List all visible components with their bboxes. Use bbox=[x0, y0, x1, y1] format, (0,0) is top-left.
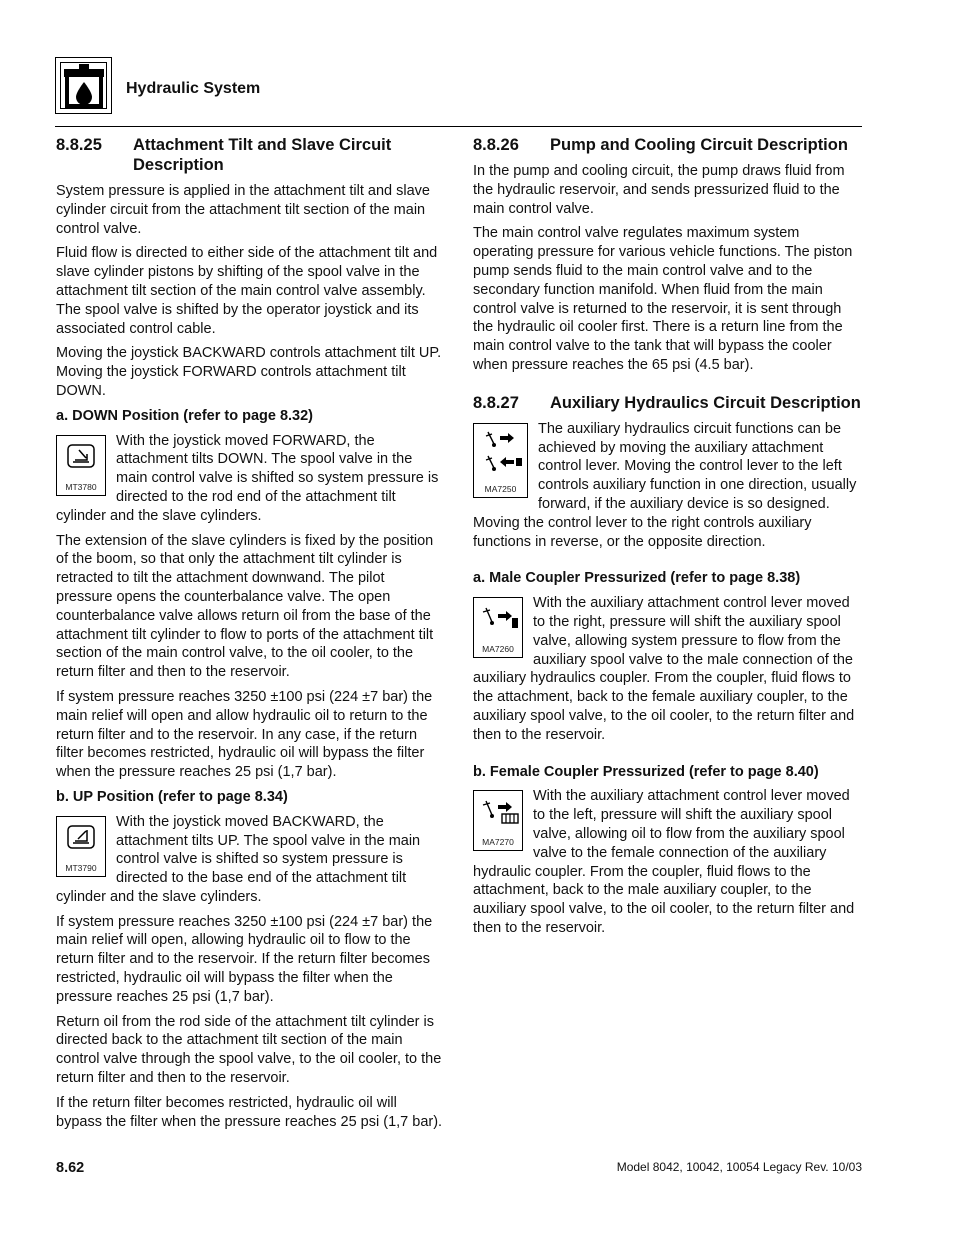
section-title: Auxiliary Hydraulics Circuit Description bbox=[550, 393, 861, 412]
paragraph: In the pump and cooling circuit, the pump draws fluid from the hydraulic reservoir, and sends pressurized fluid to the main control valve. bbox=[473, 163, 845, 217]
paragraph: The main control valve regulates maximum system operating pressure for various vehicle functions. The piston pump sends fluid to the main control valve and to the secondary function manifold. When fluid from the main control valve is returned to the reservoir, it is sent through the hydraulic oil cooler first. There is a return line from the main control valve to the tank that will bypass the cooler when pressure reaches the 65 psi (4.5 bar). bbox=[473, 225, 853, 373]
section-heading-8-8-26 bbox=[473, 135, 862, 155]
subheading-up-position: b. UP Position (refer to page 8.34) bbox=[56, 788, 288, 805]
paragraph: With the auxiliary attachment control lever moved to the right, pressure will shift the auxiliary spool valve, allowing system pressure to flow from the auxiliary spool valve to the male connection of the auxiliary hydraulics coupler. From the coupler, fluid flows to the attachment, back to the female auxiliary coupler, to the auxiliary spool valve, to the oil cooler, to the return filter and then to the reservoir. bbox=[473, 595, 855, 743]
paragraph: With the joystick moved BACKWARD, the attachment tilts UP. The spool valve in the main control valve is shifted so system pressure is directed to the base end of the attachment tilt cylinder and the slave cylinders. bbox=[56, 813, 421, 905]
section-number: 8.8.25 bbox=[56, 136, 102, 154]
joystick-backward-icon bbox=[56, 816, 106, 877]
icon-code: MT3790 bbox=[65, 862, 97, 873]
section-heading-8-8-27 bbox=[473, 393, 862, 413]
model-revision: Model 8042, 10042, 10054 Legacy Rev. 10/03 bbox=[616, 1160, 862, 1174]
hydraulic-system-logo-icon bbox=[55, 57, 112, 114]
paragraph: If the return filter becomes restricted, hydraulic oil will bypass the filter when the pressure reaches 25 psi (1,7 bar). bbox=[56, 1094, 443, 1130]
paragraph: Return oil from the rod side of the attachment tilt cylinder is directed back to the attachment tilt section of the main control valve through the spool valve, to the oil cooler, to the return filter and then to the reservoir. bbox=[56, 1013, 442, 1087]
paragraph: The auxiliary hydraulics circuit functions can be achieved by moving the auxiliary attachment control lever. Moving the control lever to the left controls auxiliary function in one direction, usually forward, if the auxiliary device is so designed. Moving the control lever to the right controls auxiliary functions in reverse, or the opposite direction. bbox=[473, 420, 857, 550]
paragraph: If system pressure reaches 3250 ±100 psi (224 ±7 bar) the main relief will open, allowing hydraulic oil to flow to the return filter and to the reservoir. If the return filter becomes restricted, hydraulic oil will bypass the filter when the pressure reaches 25 psi (1,7 bar). bbox=[56, 913, 433, 1005]
subheading-male-coupler: a. Male Coupler Pressurized (refer to page 8.38) bbox=[473, 570, 801, 587]
subheading-female-coupler: b. Female Coupler Pressurized (refer to page 8.40) bbox=[473, 763, 819, 780]
auxiliary-lever-right-icon bbox=[473, 597, 523, 658]
paragraph: Moving the joystick BACKWARD controls attachment tilt UP. Moving the joystick FORWARD controls attachment tilt DOWN. bbox=[56, 345, 442, 399]
section-header-title: Hydraulic System bbox=[126, 80, 261, 97]
section-number: 8.8.26 bbox=[473, 136, 519, 154]
icon-code: MT3780 bbox=[65, 481, 97, 492]
header-divider bbox=[55, 126, 862, 127]
auxiliary-lever-both-directions-icon bbox=[473, 423, 528, 498]
section-title: Attachment Tilt and Slave Circuit Description bbox=[133, 136, 392, 174]
paragraph: The extension of the slave cylinders is fixed by the position of the boom, so that only the attachment tilt cylinder is retracted to tilt the attachment downwand. The pilot pressure opens the counterbalance valve. The open counterbalance valve allows return oil from the base of the attachment tilt cylinder to flow to ports of the attachment tilt section of the main control valve, to the oil cooler, to the return filter and then to the reservoir. bbox=[56, 532, 434, 681]
section-title: Pump and Cooling Circuit Description bbox=[550, 136, 848, 154]
left-column bbox=[56, 135, 443, 1137]
subheading-down-position: a. DOWN Position (refer to page 8.32) bbox=[56, 407, 314, 424]
paragraph: With the auxiliary attachment control lever moved to the left, pressure will shift the auxiliary spool valve, allowing oil to flow from the auxiliary spool valve to the female connection of the auxiliary hydraulic coupler. From the coupler, fluid flows to the attachment, back to the male auxiliary coupler, to the auxiliary spool valve, to the oil cooler, to the return filter and then to the reservoir. bbox=[473, 788, 855, 936]
page-number: 8.62 bbox=[56, 1160, 85, 1176]
joystick-forward-icon bbox=[56, 435, 106, 496]
icon-code: MA7250 bbox=[484, 483, 517, 494]
paragraph: Fluid flow is directed to either side of the attachment tilt and slave cylinder pistons by shifting of the spool valve in the attachment tilt section of the main control valve assembly. The spool valve is shifted by the operator joystick and its associated control cable. bbox=[56, 245, 438, 337]
section-heading-8-8-25 bbox=[56, 135, 443, 175]
icon-code: MA7260 bbox=[482, 644, 514, 655]
section-number: 8.8.27 bbox=[473, 393, 519, 412]
paragraph: If system pressure reaches 3250 ±100 psi (224 ±7 bar) the main relief will open and allow hydraulic oil to return to the return filter and to the reservoir. In any case, if the return filter becomes restricted, hydraulic oil will bypass the filter when the pressure reaches 25 psi (1,7 bar). bbox=[56, 688, 433, 781]
paragraph: System pressure is applied in the attachment tilt and slave cylinder circuit from the attachment tilt section of the main control valve. bbox=[56, 183, 430, 237]
icon-code: MA7270 bbox=[482, 837, 514, 848]
right-column bbox=[473, 135, 862, 944]
paragraph: With the joystick moved FORWARD, the attachment tilts DOWN. The spool valve in the main control valve is shifted so system pressure is directed to the rod end of the attachment tilt cylinder and the slave cylinders. bbox=[56, 432, 439, 524]
auxiliary-lever-left-icon bbox=[473, 790, 523, 851]
